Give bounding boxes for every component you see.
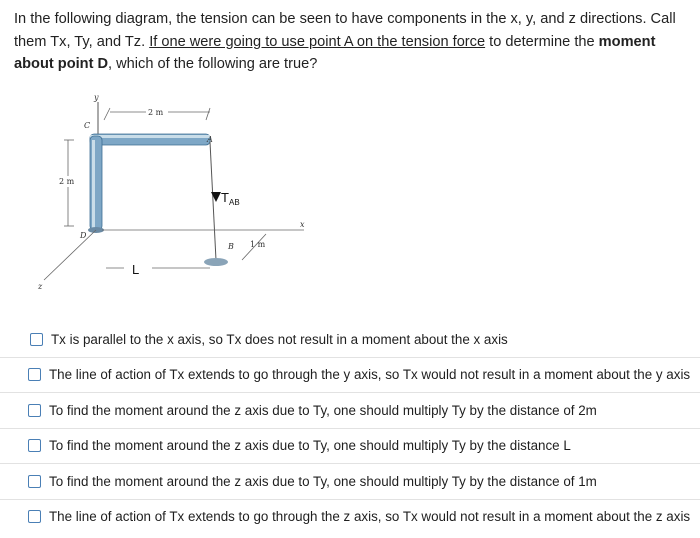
option-2[interactable] <box>0 357 700 393</box>
label-c: C <box>84 121 91 130</box>
anchor-b <box>204 258 228 266</box>
pipe-vertical-highlight <box>92 140 95 228</box>
z-axis <box>44 230 96 280</box>
label-left-dim: 2 m <box>59 177 75 186</box>
label-b: B <box>228 242 234 251</box>
tension-cable <box>210 142 216 260</box>
label-d: D <box>80 231 87 240</box>
option-4-label: To find the moment around the z axis due to Ty, one should multiply Ty by the distance L <box>49 438 571 454</box>
question-part-3: to determine the <box>485 33 599 50</box>
label-b-dim: 1 m <box>250 240 266 249</box>
label-a: A <box>207 135 213 144</box>
top-dimension-tick-left <box>104 108 110 120</box>
option-3-checkbox[interactable] <box>28 404 41 417</box>
question-underlined-phrase: If one were going to use point A on the tension force <box>149 33 486 50</box>
question-part-1: In the following diagram, the tension can be seen to have components in the x, y, and z directions. Call them Tx, Ty, and Tz. <box>14 11 676 50</box>
option-2-label: The line of action of Tx extends to go through the y axis, so Tx would not result in a moment about the y axis <box>49 367 691 383</box>
option-1-checkbox[interactable] <box>30 333 43 346</box>
option-2-checkbox[interactable] <box>28 368 41 381</box>
pipe-vertical <box>90 136 102 230</box>
label-y: y <box>94 93 99 102</box>
label-l: L <box>132 262 140 277</box>
label-tension-sub: AB <box>229 198 240 207</box>
option-5-label: To find the moment around the z axis due to Ty, one should multiply Ty by the distance of 1m <box>49 473 597 489</box>
option-6-label: The line of action of Tx extends to go through the z axis, so Tx would not result in a moment about the z axis <box>49 509 691 525</box>
option-3[interactable] <box>0 392 700 428</box>
label-tension: T <box>221 190 229 205</box>
answer-options <box>0 322 700 534</box>
label-x: x <box>300 220 305 229</box>
question-part-5: , which of the following are true? <box>108 56 318 72</box>
option-6[interactable] <box>0 499 700 535</box>
option-3-label: To find the moment around the z axis due to Ty, one should multiply Ty by the distance of 2m <box>49 402 597 418</box>
question-text <box>14 8 690 76</box>
option-5-checkbox[interactable] <box>28 475 41 488</box>
option-1[interactable] <box>0 322 700 357</box>
label-top-dim: 2 m <box>148 108 164 117</box>
option-4-checkbox[interactable] <box>28 439 41 452</box>
option-4[interactable] <box>0 428 700 464</box>
option-5[interactable] <box>0 463 700 499</box>
label-z: z <box>38 282 43 291</box>
option-1-label: Tx is parallel to the x axis, so Tx does not result in a moment about the x axis <box>51 331 508 347</box>
top-dimension-tick-right <box>206 108 210 120</box>
statics-diagram <box>28 84 328 304</box>
pipe-horizontal-highlight <box>90 135 210 138</box>
question-bold-phrase: moment about point D <box>14 33 656 72</box>
option-6-checkbox[interactable] <box>28 510 41 523</box>
diagram-svg <box>28 84 328 304</box>
